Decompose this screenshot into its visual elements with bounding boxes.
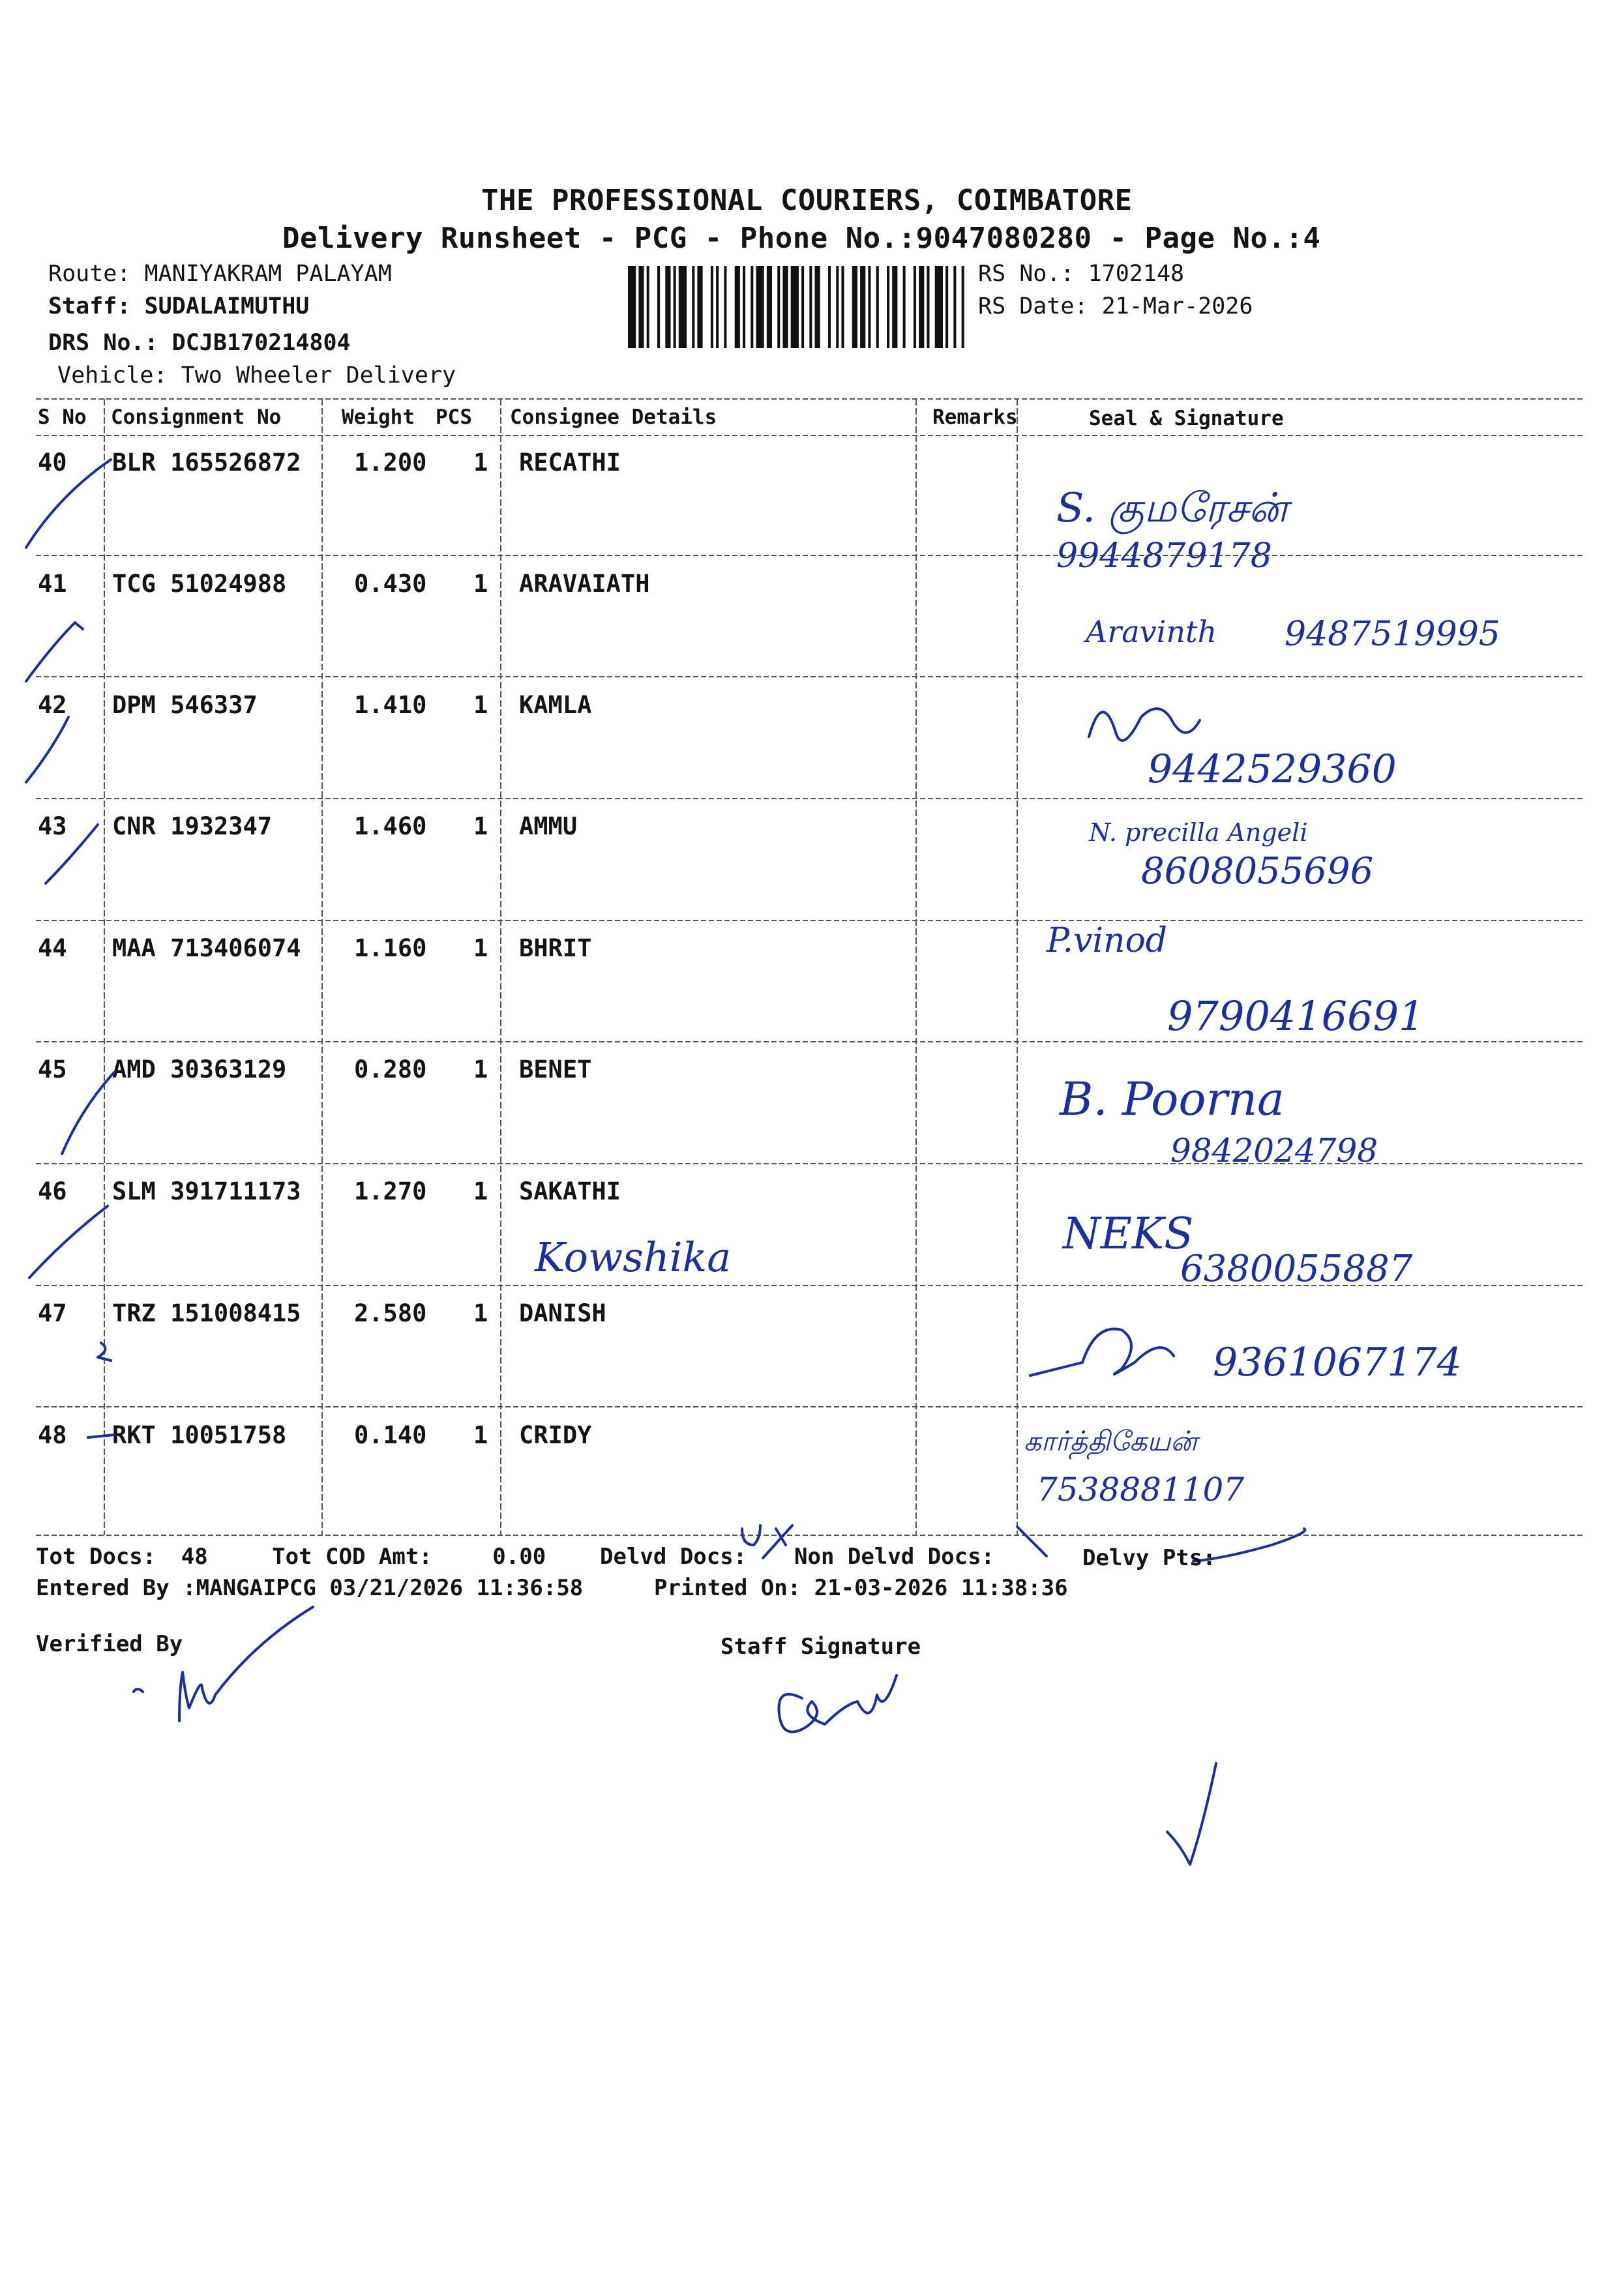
sig-47-scrawl	[1030, 1329, 1174, 1376]
staff-signature-mark	[779, 1675, 897, 1732]
sig-43-phone: 8608055696	[1141, 850, 1374, 892]
cell-sno: 48	[38, 1421, 67, 1449]
cell-weight: 1.270	[354, 1177, 427, 1205]
tick-mark	[26, 460, 111, 548]
company-title: THE PROFESSIONAL COURIERS, COIMBATORE	[481, 184, 1133, 217]
sig-48-name: கார்த்திகேயன்	[1024, 1425, 1197, 1457]
tick-mark	[46, 825, 98, 883]
tick-mark	[26, 717, 68, 782]
cell-consignee: ARAVAIATH	[519, 570, 650, 598]
sig-41-phone: 9487519995	[1285, 615, 1500, 654]
cell-sno: 47	[38, 1299, 67, 1327]
cell-sno: 41	[38, 570, 67, 598]
col-remarks: Remarks	[932, 405, 1018, 429]
cell-sno: 46	[38, 1177, 67, 1205]
rs-date-label: RS Date:	[978, 293, 1088, 319]
route-label: Route:	[48, 261, 131, 287]
tick-mark	[26, 623, 83, 681]
printed-on-value: 21-03-2026 11:38:36	[814, 1575, 1068, 1601]
rs-no-label: RS No.:	[978, 261, 1075, 287]
sig-48-phone: 7538881107	[1037, 1471, 1245, 1509]
sig-47-phone: 9361067174	[1213, 1340, 1462, 1385]
printed-on-label: Printed On:	[654, 1575, 801, 1601]
verified-by-signature	[134, 1607, 313, 1721]
cell-consignee: BHRIT	[519, 934, 592, 962]
col-consignee: Consignee Details	[510, 405, 717, 429]
cell-consignee: RECATHI	[519, 449, 621, 477]
cell-weight: 1.460	[354, 812, 427, 840]
sig-44-name: P.vinod	[1047, 921, 1168, 960]
drs-label: DRS No.:	[48, 330, 158, 356]
sig-42-phone: 9442529360	[1148, 746, 1397, 792]
entered-by-label: Entered By :	[36, 1575, 196, 1601]
entered-by-line	[36, 1575, 583, 1601]
col-weight: Weight	[342, 405, 415, 429]
tick-marks	[26, 460, 114, 1437]
sig-43-name: N. precilla Angeli	[1089, 818, 1308, 847]
cell-pcs: 1	[473, 1299, 488, 1327]
cell-pcs: 1	[473, 812, 488, 840]
cell-consignment: DPM 546337	[112, 691, 258, 719]
cell-sno: 40	[38, 449, 67, 477]
sig-40-name: S. குமரேசன்	[1056, 484, 1288, 531]
seal-signatures	[534, 484, 1500, 1509]
tick-mark	[62, 1072, 114, 1154]
tick-mark	[29, 1206, 108, 1278]
cell-consignment: CNR 1932347	[112, 812, 273, 840]
cell-sno: 42	[38, 691, 67, 719]
cell-consignment: RKT 10051758	[112, 1421, 287, 1449]
cell-consignee: DANISH	[519, 1299, 606, 1327]
rs-no-value: 1702148	[1088, 261, 1185, 287]
cell-consignment: BLR 165526872	[112, 449, 301, 477]
cell-sno: 44	[38, 934, 67, 962]
cell-consignee: AMMU	[519, 812, 578, 840]
cell-weight: 0.430	[354, 570, 427, 598]
check-mark	[1167, 1763, 1216, 1864]
tick-mark	[88, 1435, 114, 1437]
cell-pcs: 1	[473, 1055, 488, 1083]
non-delvd-docs-mark	[1017, 1527, 1047, 1556]
cell-sno: 45	[38, 1055, 67, 1083]
col-consignment: Consignment No	[111, 405, 282, 429]
runsheet-subtitle: Delivery Runsheet - PCG - Phone No.:9047080280 - Page No.:4	[282, 222, 1321, 255]
tot-docs-value: 48	[181, 1544, 208, 1570]
staff-signature-label: Staff Signature	[721, 1634, 921, 1660]
cell-consignment: AMD 30363129	[112, 1055, 287, 1083]
non-delvd-docs-label: Non Delvd Docs:	[794, 1544, 995, 1570]
sig-45-phone: 9842024798	[1170, 1132, 1378, 1170]
cell-pcs: 1	[473, 1421, 488, 1449]
sig-41-name: Aravinth	[1086, 614, 1217, 649]
cell-consignment: TCG 51024988	[112, 570, 287, 598]
cell-consignment: MAA 713406074	[112, 934, 301, 962]
cell-weight: 2.580	[354, 1299, 427, 1327]
sig-44-phone: 9790416691	[1167, 992, 1425, 1040]
cell-pcs: 1	[473, 691, 488, 719]
col-seal: Seal & Signature	[1089, 407, 1284, 430]
sig-42-scrawl	[1089, 709, 1200, 741]
sig-45-name: B. Poorna	[1060, 1072, 1285, 1126]
cell-weight: 1.160	[354, 934, 427, 962]
cell-sno: 43	[38, 812, 67, 840]
footer-line-1	[36, 1544, 546, 1570]
cell-pcs: 1	[473, 934, 488, 962]
cell-weight: 1.410	[354, 691, 427, 719]
delvd-docs-mark	[742, 1525, 792, 1558]
col-sno: S No	[38, 405, 87, 429]
tot-cod-value: 0.00	[492, 1544, 546, 1570]
col-pcs: PCS	[436, 405, 472, 429]
cell-pcs: 1	[473, 1177, 488, 1205]
cell-consignee: CRIDY	[519, 1421, 592, 1449]
cell-consignment: TRZ 151008415	[112, 1299, 301, 1327]
cell-pcs: 1	[473, 449, 488, 477]
vehicle-value: Two Wheeler Delivery	[181, 362, 456, 389]
sig-46-phone: 6380055887	[1180, 1248, 1413, 1290]
rs-date-value: 21-Mar-2026	[1101, 293, 1253, 319]
delvd-docs-label: Delvd Docs:	[600, 1544, 747, 1570]
cell-weight: 0.280	[354, 1055, 427, 1083]
tot-cod-label: Tot COD Amt:	[272, 1544, 432, 1570]
cell-consignment: SLM 391711173	[112, 1177, 301, 1205]
staff-value: SUDALAIMUTHU	[144, 293, 310, 319]
printed-on-line	[654, 1575, 1068, 1601]
vehicle-label: Vehicle:	[57, 362, 168, 389]
tot-docs-label: Tot Docs:	[36, 1544, 156, 1570]
drs-value: DCJB170214804	[171, 330, 351, 356]
cell-pcs: 1	[473, 570, 488, 598]
verified-by-label: Verified By	[36, 1631, 183, 1657]
cell-consignee: KAMLA	[519, 691, 592, 719]
delvy-pts-label: Delvy Pts:	[1082, 1545, 1216, 1571]
sig-46-name: NEKS	[1063, 1209, 1194, 1259]
staff-label: Staff:	[48, 293, 131, 319]
sig-40-phone: 9944879178	[1056, 537, 1272, 576]
sig-46-consignee: Kowshika	[535, 1233, 732, 1281]
cell-consignee: BENET	[519, 1055, 592, 1083]
tick-mark	[98, 1343, 111, 1361]
cell-consignee: SAKATHI	[519, 1177, 621, 1205]
route-value: MANIYAKRAM PALAYAM	[144, 261, 392, 287]
cell-weight: 0.140	[354, 1421, 427, 1449]
entered-by-value: MANGAIPCG 03/21/2026 11:36:58	[196, 1575, 584, 1601]
cell-weight: 1.200	[354, 449, 427, 477]
